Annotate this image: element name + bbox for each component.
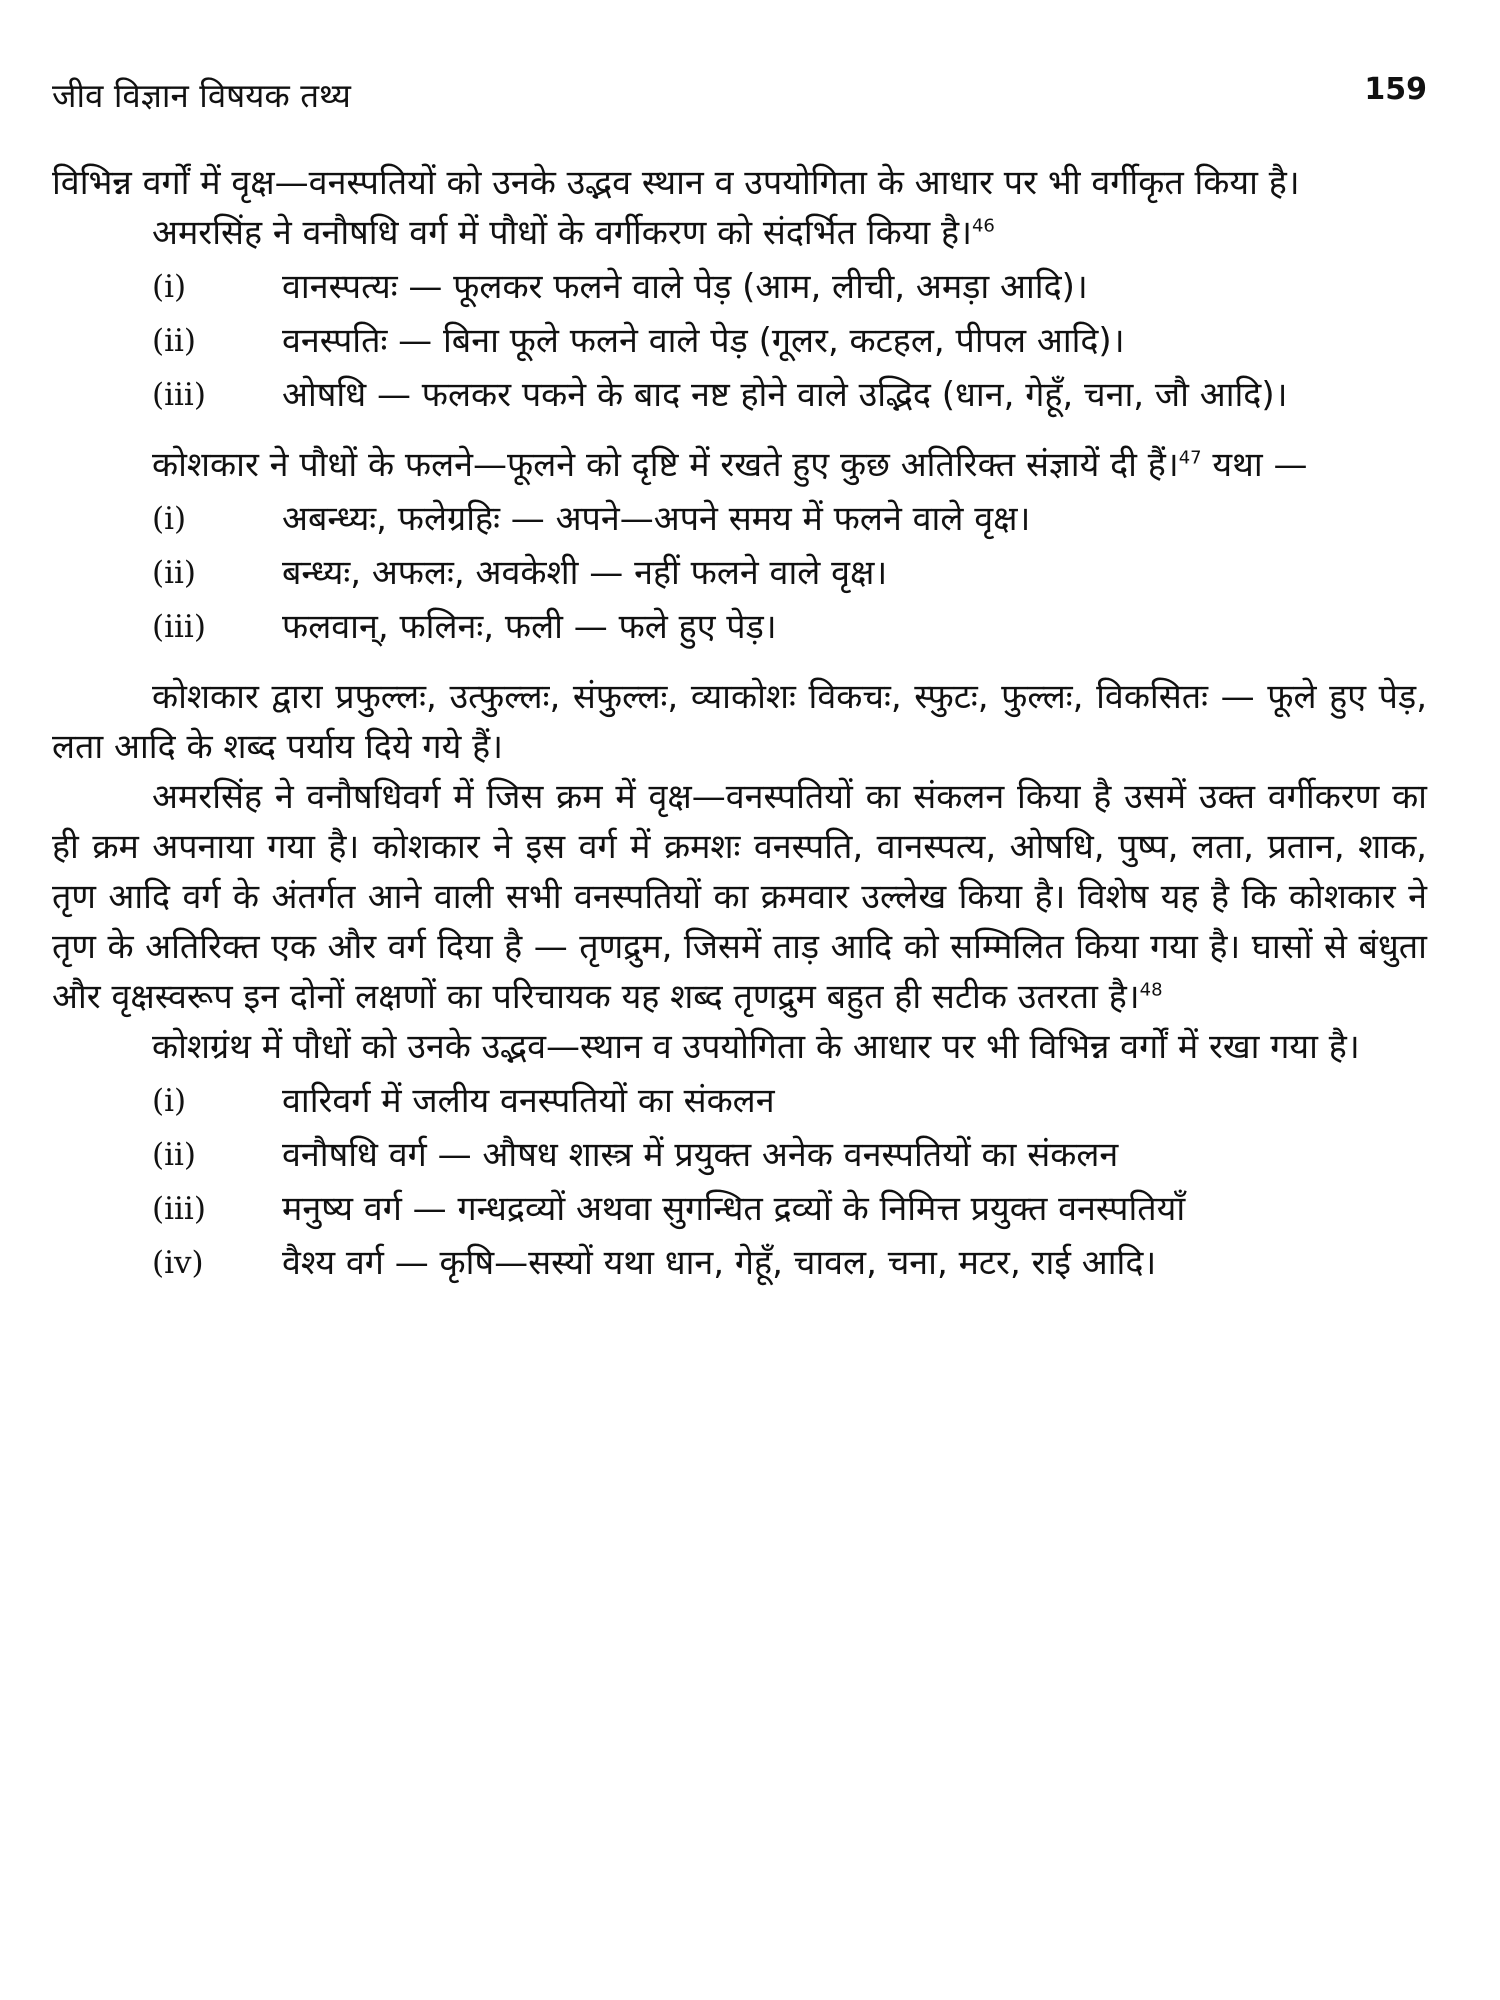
footnote-ref-48: 48 (1139, 979, 1163, 1001)
list-item-number: (ii) (152, 1137, 197, 1173)
page-body (52, 158, 1427, 1292)
list-item (52, 262, 1427, 312)
list-item-number: (i) (152, 269, 187, 305)
paragraph-3-tail: यथा — (1201, 445, 1308, 485)
list-item-text: वैश्य वर्ग — कृषि—सस्यों यथा धान, गेहूँ, चावल, चना, मटर, राई आदि। (282, 1243, 1157, 1283)
list-item (52, 1238, 1427, 1288)
paragraph-4: कोशकार द्वारा प्रफुल्लः, उत्फुल्लः, संफुल्लः, व्याकोशः विकचः, स्फुटः, फुल्लः, विकसितः — फूले हुए पेड़, लता आदि के शब्द पर्याय दिये गये हैं। (52, 677, 1427, 767)
page-header (52, 72, 1427, 116)
paragraph-3 (52, 440, 1427, 490)
paragraph-1: विभिन्न वर्गों में वृक्ष—वनस्पतियों को उनके उद्भव स्थान व उपयोगिता के आधार पर भी वर्गीकृत किया है। (52, 163, 1300, 203)
paragraph-5 (52, 772, 1427, 1022)
list-item-number: (i) (152, 1083, 187, 1119)
list-item-number: (iv) (152, 1245, 204, 1281)
list-item-text: वनस्पतिः — बिना फूले फलने वाले पेड़ (गूलर, कटहल, पीपल आदि)। (282, 321, 1125, 361)
list-item (52, 1130, 1427, 1180)
paragraph-2 (52, 208, 1427, 258)
list-item-text: मनुष्य वर्ग — गन्धद्रव्यों अथवा सुगन्धित द्रव्यों के निमित्त प्रयुक्त वनस्पतियाँ (282, 1189, 1186, 1229)
list-item-number: (i) (152, 501, 187, 537)
list-item (52, 1076, 1427, 1126)
list-item-text: वानस्पत्यः — फूलकर फलने वाले पेड़ (आम, लीची, अमड़ा आदि)। (282, 267, 1088, 307)
list-item-number: (iii) (152, 1191, 206, 1227)
list-item (52, 1184, 1427, 1234)
vegetation-class-list (52, 262, 1427, 420)
paragraph-6: कोशग्रंथ में पौधों को उनके उद्भव—स्थान व उपयोगिता के आधार पर भी विभिन्न वर्गों में रखा गया है। (152, 1027, 1360, 1067)
footnote-ref-47: 47 (1178, 447, 1202, 469)
fruiting-terms-list (52, 494, 1427, 652)
paragraph-2-text: अमरसिंह ने वनौषधि वर्ग में पौधों के वर्गीकरण को संदर्भित किया है। (152, 213, 972, 253)
list-item-number: (iii) (152, 377, 206, 413)
list-item-number: (iii) (152, 609, 206, 645)
page-number: 159 (1364, 72, 1427, 107)
list-item-number: (ii) (152, 323, 197, 359)
list-item (52, 494, 1427, 544)
paragraph-3-text: कोशकार ने पौधों के फलने—फूलने को दृष्टि में रखते हुए कुछ अतिरिक्त संज्ञायें दी हैं। (152, 445, 1179, 485)
list-item-text: वारिवर्ग में जलीय वनस्पतियों का संकलन (282, 1081, 775, 1121)
list-item-text: फलवान्, फलिनः, फली — फले हुए पेड़। (282, 607, 777, 647)
list-item-text: बन्ध्यः, अफलः, अवकेशी — नहीं फलने वाले वृक्ष। (282, 553, 888, 593)
list-item-text: वनौषधि वर्ग — औषध शास्त्र में प्रयुक्त अनेक वनस्पतियों का संकलन (282, 1135, 1119, 1175)
list-item (52, 316, 1427, 366)
list-item (52, 602, 1427, 652)
paragraph-5-text: अमरसिंह ने वनौषधिवर्ग में जिस क्रम में वृक्ष—वनस्पतियों का संकलन किया है उसमें उक्त वर्गीकरण का ही क्रम अपनाया गया है। कोशकार ने इस वर्ग में क्रमशः वनस्पति, वानस्पत्य, ओषधि, पुष्प, लता, प्रतान, शाक, तृण आदि वर्ग के अंतर्गत आने वाली सभी वनस्पतियों का क्रमवार उल्लेख किया है। विशेष यह है कि कोशकार ने तृण के अतिरिक्त एक और वर्ग दिया है — तृणद्रुम, जिसमें ताड़ आदि को सम्मिलित किया गया है। घासों से बंधुता और वृक्षस्वरूप इन दोनों लक्षणों का परिचायक यह शब्द तृणद्रुम बहुत ही सटीक उतरता है। (52, 777, 1427, 1017)
footnote-ref-46: 46 (971, 215, 995, 237)
list-item-text: ओषधि — फलकर पकने के बाद नष्ट होने वाले उद्भिद (धान, गेहूँ, चना, जौ आदि)। (282, 375, 1288, 415)
running-head: जीव विज्ञान विषयक तथ्य (52, 76, 351, 115)
classification-by-origin-list (52, 1076, 1427, 1288)
list-item (52, 548, 1427, 598)
list-item-text: अबन्ध्यः, फलेग्रहिः — अपने—अपने समय में फलने वाले वृक्ष। (282, 499, 1031, 539)
list-item (52, 370, 1427, 420)
list-item-number: (ii) (152, 555, 197, 591)
